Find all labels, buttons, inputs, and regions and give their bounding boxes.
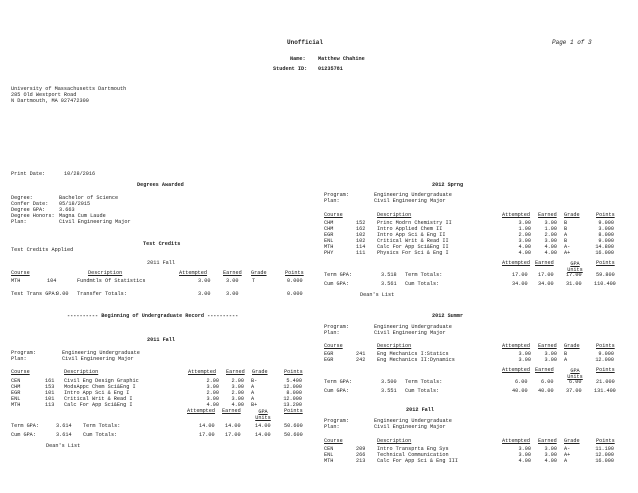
f11-plan-label: Plan: (11, 356, 27, 362)
course-number: 114 (356, 244, 366, 250)
course-subject: EGR (324, 232, 334, 238)
print-date-label: Print Date: (11, 171, 46, 177)
course-earned: 4.00 (544, 244, 557, 250)
f11-term-units: 14.00 (255, 423, 271, 429)
course-points: 12.000 (595, 452, 614, 458)
course-earned: 2.00 (231, 378, 244, 384)
tc-header-grade: Grade (251, 270, 267, 276)
name-label: Name: (290, 56, 306, 62)
unofficial-label: Unofficial (287, 39, 324, 46)
f12-header-course: Course (324, 438, 343, 444)
course-description: Eng Mechanics I:Statics (377, 351, 449, 357)
s12-term-gpa: 3.518 (381, 272, 397, 278)
course-description: Calc For App Sci & Eng III (377, 458, 458, 464)
s12-term-units: 17.00 (566, 272, 582, 278)
course-points: 16.000 (595, 458, 614, 464)
course-points: 14.800 (595, 244, 614, 250)
f11-cum-gpa-label: Cum GPA: (11, 432, 36, 438)
f11-term-pts: 50.600 (284, 423, 303, 429)
course-description: Calc For App Sci&Eng I (64, 402, 133, 408)
course-subject: CHM (11, 384, 21, 390)
course-earned: 3.00 (544, 238, 557, 244)
tc-number: 104 (47, 278, 57, 284)
course-points: 16.000 (595, 250, 614, 256)
tc-header-attempted: Attempted (179, 270, 208, 276)
su12-cum-gpa-label: Cum GPA: (324, 388, 349, 394)
s12-term-att: 17.00 (512, 272, 528, 278)
f11-cum-totals-label: Cum Totals: (83, 432, 118, 438)
course-points: 9.000 (598, 238, 614, 244)
course-points: 12.000 (283, 396, 302, 402)
tc-transfer-earn: 3.00 (226, 291, 239, 297)
course-subject: EGR (11, 390, 21, 396)
course-earned: 3.00 (231, 384, 244, 390)
tc-grade: T (252, 278, 256, 284)
f11-term-gpa-label: Term GPA: (11, 423, 40, 429)
su12-term-earn: 6.00 (541, 379, 554, 385)
course-attempted: 3.00 (518, 220, 531, 226)
course-number: 241 (356, 351, 366, 357)
course-subject: CHM (324, 226, 334, 232)
f11-sum-header-points: Points (284, 408, 303, 414)
course-number: 242 (356, 357, 366, 363)
course-grade: A+ (564, 452, 571, 458)
s12-term-totals-label: Term Totals: (405, 272, 443, 278)
su12-term-units: 6.00 (569, 379, 582, 385)
s12-program-value: Engineering Undergraduate (374, 192, 452, 198)
degree-label: Degree: (11, 195, 33, 201)
course-grade: B (564, 351, 568, 357)
term-title-2012-summer: 2012 Summr (432, 313, 464, 319)
s12-cum-gpa: 3.561 (381, 281, 397, 287)
f11-term-att: 14.00 (199, 423, 215, 429)
course-number: 101 (45, 396, 55, 402)
degree-value: Bachelor of Science (59, 195, 119, 201)
course-points: 9.000 (598, 220, 614, 226)
course-earned: 4.00 (544, 250, 557, 256)
student-id: 01235781 (318, 66, 343, 72)
course-points: 8.000 (286, 390, 302, 396)
course-attempted: 3.00 (206, 384, 219, 390)
course-number: 209 (356, 446, 366, 452)
course-points: 12.000 (595, 357, 614, 363)
su12-cum-att: 40.00 (512, 388, 528, 394)
course-earned: 3.00 (544, 351, 557, 357)
course-subject: EGR (324, 351, 334, 357)
print-date: 10/28/2016 (64, 171, 96, 177)
s12-sum-header-earned: Earned (535, 260, 554, 266)
f11-header-grade: Grade (252, 369, 268, 375)
confer-date-value: 05/18/2015 (59, 201, 91, 207)
su12-header-earned: Earned (538, 343, 557, 349)
course-attempted: 3.00 (518, 357, 531, 363)
course-grade: A (564, 458, 568, 464)
f11-header-points: Points (284, 369, 303, 375)
su12-sum-header-gpa-units: GPA Units (567, 368, 583, 380)
undergrad-record-banner: ---------- Beginning of Undergraduate Record ---------- (67, 313, 239, 319)
f11-header-course: Course (11, 369, 30, 375)
course-description: ModsAppc Chem Sci&Eng I (64, 384, 136, 390)
course-grade: A+ (564, 250, 571, 256)
tc-subject: MTH (11, 278, 21, 284)
course-subject: ENL (324, 238, 334, 244)
f11-term-gpa: 3.614 (56, 423, 72, 429)
course-description: Intro App Sci & Eng I (64, 390, 130, 396)
s12-header-description: Description (377, 212, 412, 218)
course-subject: MTH (324, 458, 334, 464)
course-number: 101 (45, 390, 55, 396)
tc-description: Fundmtls Of Statistics (77, 278, 146, 284)
student-id-label: Student ID: (273, 66, 308, 72)
course-grade: A (251, 390, 255, 396)
f11-cum-att: 17.00 (199, 432, 215, 438)
term-title-2012-fall: 2012 Fall (406, 407, 435, 413)
f11-cum-earn: 17.00 (225, 432, 241, 438)
term-title-2011-fall: 2011 Fall (147, 337, 176, 343)
course-description: Intro Transprta Eng Sys (377, 446, 449, 452)
f11-deans-list: Dean's List (46, 443, 81, 449)
s12-cum-units: 31.00 (566, 281, 582, 287)
f11-program-value: Engineering Undergraduate (62, 350, 140, 356)
course-subject: CEN (324, 446, 334, 452)
su12-term-totals-label: Term Totals: (405, 379, 443, 385)
s12-term-pts: 59.800 (596, 272, 615, 278)
s12-plan-value: Civil Engineering Major (374, 198, 446, 204)
course-subject: PHY (324, 250, 334, 256)
course-points: 11.100 (595, 446, 614, 452)
degree-plan-label: Plan: (11, 219, 27, 225)
f11-sum-header-attempted: Attempted (187, 408, 216, 414)
address-line-1: University of Massachusetts Dartmouth (11, 86, 127, 92)
tc-transfer-att: 3.00 (198, 291, 211, 297)
test-credits-term: 2011 Fall (147, 260, 176, 266)
su12-header-points: Points (596, 343, 615, 349)
course-description: Princ Modrn Chemistry II (377, 220, 452, 226)
course-description: Intro App Sci & Eng II (377, 232, 446, 238)
s12-sum-header-points: Points (596, 260, 615, 266)
course-points: 12.000 (283, 384, 302, 390)
course-grade: B (564, 238, 568, 244)
course-subject: MTH (11, 402, 21, 408)
course-grade: A (564, 232, 568, 238)
s12-header-course: Course (324, 212, 343, 218)
course-attempted: 4.00 (518, 244, 531, 250)
course-points: 3.000 (598, 226, 614, 232)
tc-earned: 3.00 (226, 278, 239, 284)
f12-header-grade: Grade (564, 438, 580, 444)
course-grade: A (564, 357, 568, 363)
course-number: 153 (45, 384, 55, 390)
tc-trans-gpa: 0.00 (56, 291, 69, 297)
tc-header-earned: Earned (223, 270, 242, 276)
s12-header-grade: Grade (564, 212, 580, 218)
test-credits-title: Test Credits (143, 241, 181, 247)
tc-points: 0.000 (287, 278, 303, 284)
page-number: Page 1 of 3 (552, 39, 592, 46)
tc-transfer-totals-label: Transfer Totals: (77, 291, 127, 297)
s12-cum-earn: 34.00 (538, 281, 554, 287)
course-grade: B+ (251, 402, 258, 408)
su12-cum-gpa: 3.551 (381, 388, 397, 394)
course-earned: 1.00 (544, 226, 557, 232)
course-number: 266 (356, 452, 366, 458)
course-earned: 4.00 (544, 458, 557, 464)
course-subject: CEN (11, 378, 21, 384)
su12-cum-pts: 131.400 (594, 388, 616, 394)
f12-plan-label: Plan: (324, 424, 340, 430)
course-earned: 3.00 (231, 396, 244, 402)
course-subject: ENL (11, 396, 21, 402)
degree-plan-value: Civil Engineering Major (59, 219, 131, 225)
s12-plan-label: Plan: (324, 198, 340, 204)
f11-cum-pts: 50.600 (284, 432, 303, 438)
course-number: 113 (45, 402, 55, 408)
su12-term-gpa-label: Term GPA: (324, 379, 353, 385)
su12-sum-header-earned: Earned (535, 367, 554, 373)
course-grade: B (564, 220, 568, 226)
course-earned: 3.00 (544, 220, 557, 226)
course-number: 102 (356, 238, 366, 244)
s12-term-earn: 17.00 (538, 272, 554, 278)
s12-cum-pts: 110.400 (594, 281, 616, 287)
course-description: Critical Writ & Read I (64, 396, 133, 402)
s12-cum-gpa-label: Cum GPA: (324, 281, 349, 287)
course-earned: 3.00 (544, 446, 557, 452)
course-grade: B- (251, 378, 258, 384)
course-attempted: 3.00 (518, 351, 531, 357)
course-attempted: 3.00 (518, 452, 531, 458)
f11-sum-header-gpa-units: GPA Units (255, 409, 271, 421)
su12-term-pts: 21.000 (596, 379, 615, 385)
su12-cum-totals-label: Cum Totals: (405, 388, 440, 394)
s12-header-points: Points (596, 212, 615, 218)
course-description: Calc For App Sci&Eng II (377, 244, 449, 250)
f12-header-description: Description (377, 438, 412, 444)
su12-header-grade: Grade (564, 343, 580, 349)
course-points: 8.000 (598, 232, 614, 238)
s12-deans-list: Dean's List (360, 292, 395, 298)
course-points: 13.200 (283, 402, 302, 408)
course-earned: 3.00 (544, 452, 557, 458)
su12-plan-label: Plan: (324, 330, 340, 336)
course-subject: CHM (324, 220, 334, 226)
course-description: Physics For Sci & Eng I (377, 250, 449, 256)
tc-transfer-pts: 0.000 (287, 291, 303, 297)
su12-header-course: Course (324, 343, 343, 349)
course-attempted: 4.00 (518, 250, 531, 256)
s12-program-label: Program: (324, 192, 349, 198)
course-attempted: 3.00 (206, 396, 219, 402)
f12-header-attempted: Attempted (502, 438, 531, 444)
tc-attempted: 3.00 (198, 278, 211, 284)
su12-term-gpa: 3.500 (381, 379, 397, 385)
course-attempted: 2.00 (206, 378, 219, 384)
course-number: 152 (356, 220, 366, 226)
course-grade: A (251, 384, 255, 390)
su12-header-description: Description (377, 343, 412, 349)
f11-sum-header-earned: Earned (222, 408, 241, 414)
course-earned: 4.00 (231, 402, 244, 408)
course-attempted: 4.00 (518, 458, 531, 464)
degrees-awarded-title: Degrees Awarded (137, 182, 184, 188)
course-grade: A- (564, 244, 571, 250)
s12-header-attempted: Attempted (502, 212, 531, 218)
f12-header-points: Points (596, 438, 615, 444)
test-credits-applied: Test Credits Applied (11, 247, 74, 253)
f12-header-earned: Earned (538, 438, 557, 444)
course-points: 9.000 (598, 351, 614, 357)
su12-sum-header-attempted: Attempted (502, 367, 531, 373)
address-line-2: 285 Old Westport Road (11, 92, 77, 98)
tc-header-points: Points (285, 270, 304, 276)
course-earned: 2.00 (544, 232, 557, 238)
course-subject: MTH (324, 244, 334, 250)
course-description: Civil Eng Design Graphic (64, 378, 139, 384)
course-attempted: 2.00 (518, 232, 531, 238)
course-grade: A- (564, 446, 571, 452)
degree-honors-value: Magna Cum Laude (59, 213, 106, 219)
f11-cum-units: 14.00 (255, 432, 271, 438)
course-number: 111 (356, 250, 366, 256)
course-earned: 3.00 (544, 357, 557, 363)
tc-trans-gpa-label: Test Trans GPA: (11, 291, 58, 297)
s12-sum-header-gpa-units: GPA Units (567, 261, 583, 273)
course-number: 162 (356, 226, 366, 232)
tc-header-description: Description (88, 270, 123, 276)
degree-honors-label: Degree Honors: (11, 213, 55, 219)
course-grade: A (251, 396, 255, 402)
s12-term-gpa-label: Term GPA: (324, 272, 353, 278)
f11-plan-value: Civil Engineering Major (62, 356, 134, 362)
course-subject: ENL (324, 452, 334, 458)
course-attempted: 3.00 (518, 238, 531, 244)
s12-header-earned: Earned (538, 212, 557, 218)
course-attempted: 4.00 (206, 402, 219, 408)
course-description: Intro Applied Chem II (377, 226, 443, 232)
course-number: 161 (45, 378, 55, 384)
su12-program-label: Program: (324, 324, 349, 330)
course-description: Technical Communication (377, 452, 449, 458)
su12-cum-units: 37.00 (566, 388, 582, 394)
course-earned: 2.00 (231, 390, 244, 396)
f12-program-value: Engineering Undergraduate (374, 418, 452, 424)
course-number: 213 (356, 458, 366, 464)
s12-sum-header-attempted: Attempted (502, 260, 531, 266)
f11-header-attempted: Attempted (188, 369, 217, 375)
su12-program-value: Engineering Undergraduate (374, 324, 452, 330)
course-description: Critical Writ & Read II (377, 238, 449, 244)
f12-program-label: Program: (324, 418, 349, 424)
degree-gpa-value: 3.663 (59, 207, 75, 213)
course-attempted: 1.00 (518, 226, 531, 232)
course-attempted: 3.00 (518, 446, 531, 452)
course-grade: B (564, 226, 568, 232)
student-name: Matthew Chahine (318, 56, 365, 62)
address-line-3: N Dartmouth, MA 027472300 (11, 98, 89, 104)
course-description: Eng Mechanics II:Dynamics (377, 357, 455, 363)
term-title-2012-spring: 2012 Sprng (432, 182, 464, 188)
f11-header-description: Description (64, 369, 99, 375)
course-subject: EGR (324, 357, 334, 363)
degree-gpa-label: Degree GPA: (11, 207, 46, 213)
s12-cum-totals-label: Cum Totals: (405, 281, 440, 287)
s12-cum-att: 34.00 (512, 281, 528, 287)
f11-program-label: Program: (11, 350, 36, 356)
f11-term-totals-label: Term Totals: (83, 423, 121, 429)
f11-header-earned: Earned (226, 369, 245, 375)
f12-plan-value: Civil Engineering Major (374, 424, 446, 430)
course-attempted: 2.00 (206, 390, 219, 396)
su12-sum-header-points: Points (596, 367, 615, 373)
su12-plan-value: Civil Engineering Major (374, 330, 446, 336)
su12-header-attempted: Attempted (502, 343, 531, 349)
tc-header-course: Course (11, 270, 30, 276)
su12-term-att: 6.00 (515, 379, 528, 385)
course-points: 5.400 (286, 378, 302, 384)
f11-term-earn: 14.00 (225, 423, 241, 429)
course-number: 102 (356, 232, 366, 238)
f11-cum-gpa: 3.614 (56, 432, 72, 438)
su12-cum-earn: 40.00 (538, 388, 554, 394)
confer-date-label: Confer Date: (11, 201, 49, 207)
